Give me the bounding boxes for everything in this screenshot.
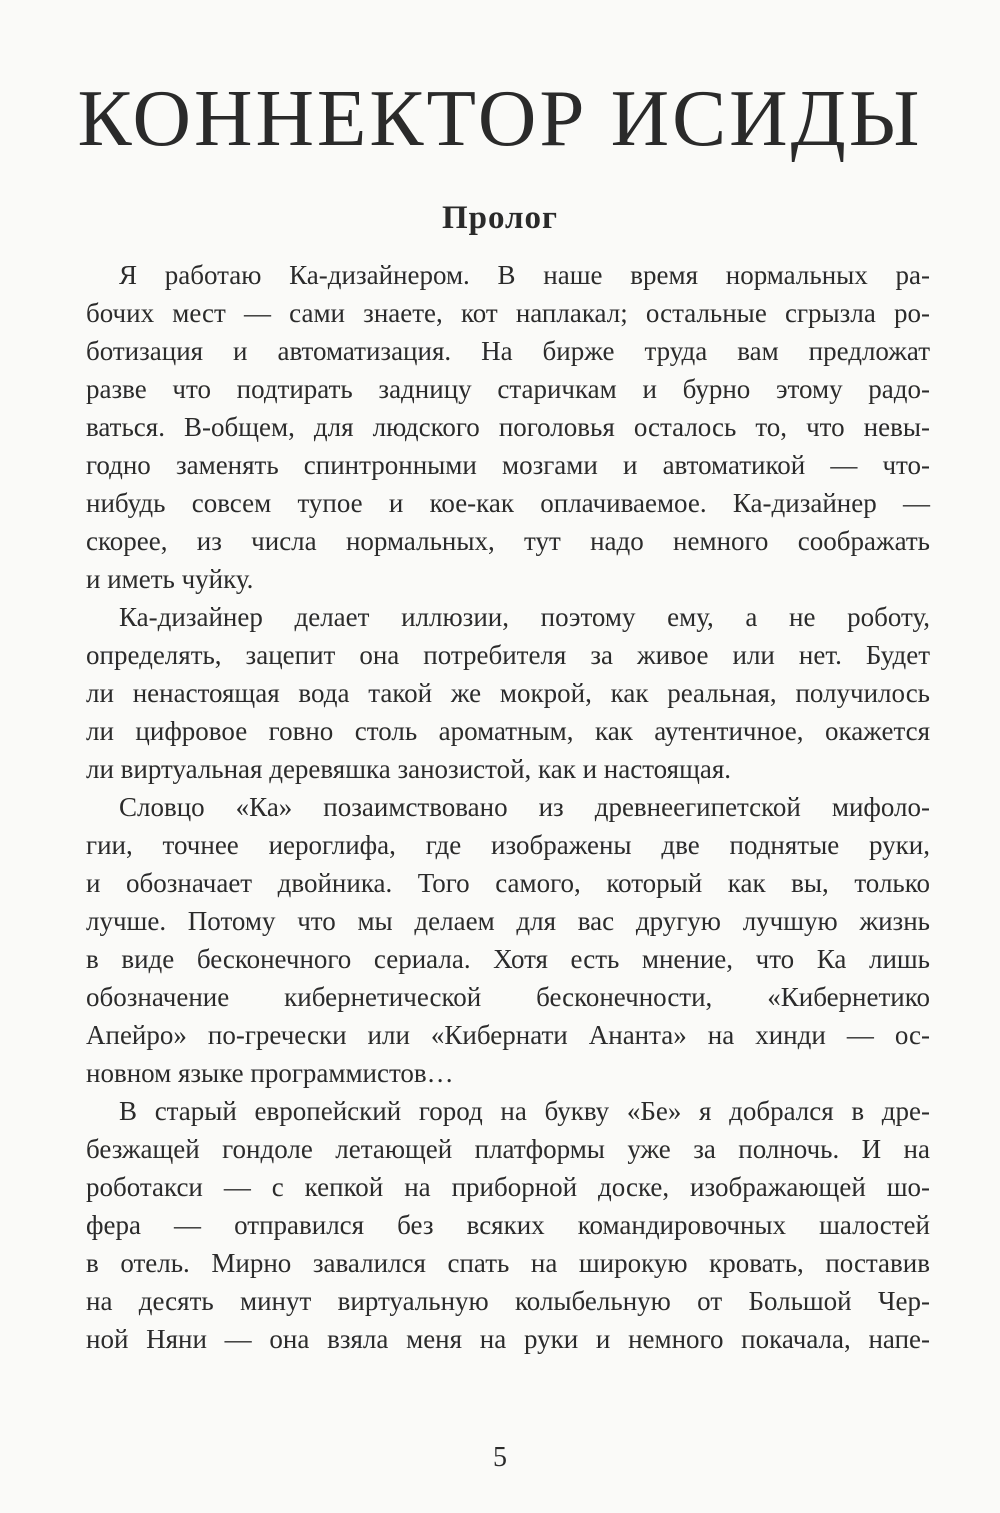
text-line: на десять минут виртуальную колыбельную от Большой Чер-	[86, 1286, 930, 1316]
text-line: Ка-дизайнер делает иллюзии, поэтому ему, а не роботу,	[119, 602, 930, 632]
text-line: Апейро» по-гречески или «Кибернати Ананта» на хинди — ос-	[86, 1020, 930, 1050]
text-line: обозначение кибернетической бесконечности, «Кибернетико	[86, 982, 930, 1012]
text-line: годно заменять спинтронными мозгами и автоматикой — что-	[86, 450, 930, 480]
text-line: фера — отправился без всяких командировочных шалостей	[86, 1210, 930, 1240]
text-line: Я работаю Ка-дизайнером. В наше время нормальных ра-	[119, 260, 930, 290]
page-number: 5	[493, 1442, 507, 1473]
text-line: бочих мест — сами знаете, кот наплакал; остальные сгрызла ро-	[86, 298, 930, 328]
text-line: новном языке программистов…	[86, 1058, 454, 1088]
text-line: ной Няни — она взяла меня на руки и немного покачала, напе-	[86, 1324, 930, 1354]
text-line: безжащей гондоле летающей платформы уже за полночь. И на	[86, 1134, 930, 1164]
text-line: роботакси — с кепкой на приборной доске, изображающей шо-	[86, 1172, 930, 1202]
text-line: ботизация и автоматизация. На бирже труда вам предложат	[86, 336, 930, 366]
text-line: ваться. В-общем, для людского поголовья осталось то, что невы-	[86, 412, 930, 442]
text-line: нибудь совсем тупое и кое-как оплачиваемое. Ка-дизайнер —	[86, 488, 930, 518]
text-line: ли ненастоящая вода такой же мокрой, как реальная, получилось	[86, 678, 930, 708]
text-line: определять, зацепит она потребителя за живое или нет. Будет	[86, 640, 930, 670]
body-text	[86, 256, 930, 1358]
text-line: в отель. Мирно завалился спать на широкую кровать, поставив	[86, 1248, 930, 1278]
text-line: скорее, из числа нормальных, тут надо немного соображать	[86, 526, 930, 556]
text-line: В старый европейский город на букву «Бе» я добрался в дре-	[119, 1096, 930, 1126]
text-line: Словцо «Ка» позаимствовано из древнеегипетской мифоло-	[119, 792, 930, 822]
text-line: в виде бесконечного сериала. Хотя есть мнение, что Ка лишь	[86, 944, 930, 974]
chapter-title: Пролог	[441, 200, 559, 236]
text-line: лучше. Потому что мы делаем для вас другую лучшую жизнь	[86, 906, 930, 936]
text-line: разве что подтирать задницу старичкам и бурно этому радо-	[86, 374, 930, 404]
text-line: ли цифровое говно столь ароматным, как аутентичное, окажется	[86, 716, 930, 746]
text-line: ли виртуальная деревяшка занозистой, как и настоящая.	[86, 754, 732, 784]
text-line: и обозначает двойника. Того самого, который как вы, только	[86, 868, 930, 898]
text-line: гии, точнее иероглифа, где изображены две поднятые руки,	[86, 830, 930, 860]
book-title: КОННЕКТОР ИСИДЫ	[77, 73, 923, 163]
text-line: и иметь чуйку.	[86, 564, 254, 594]
